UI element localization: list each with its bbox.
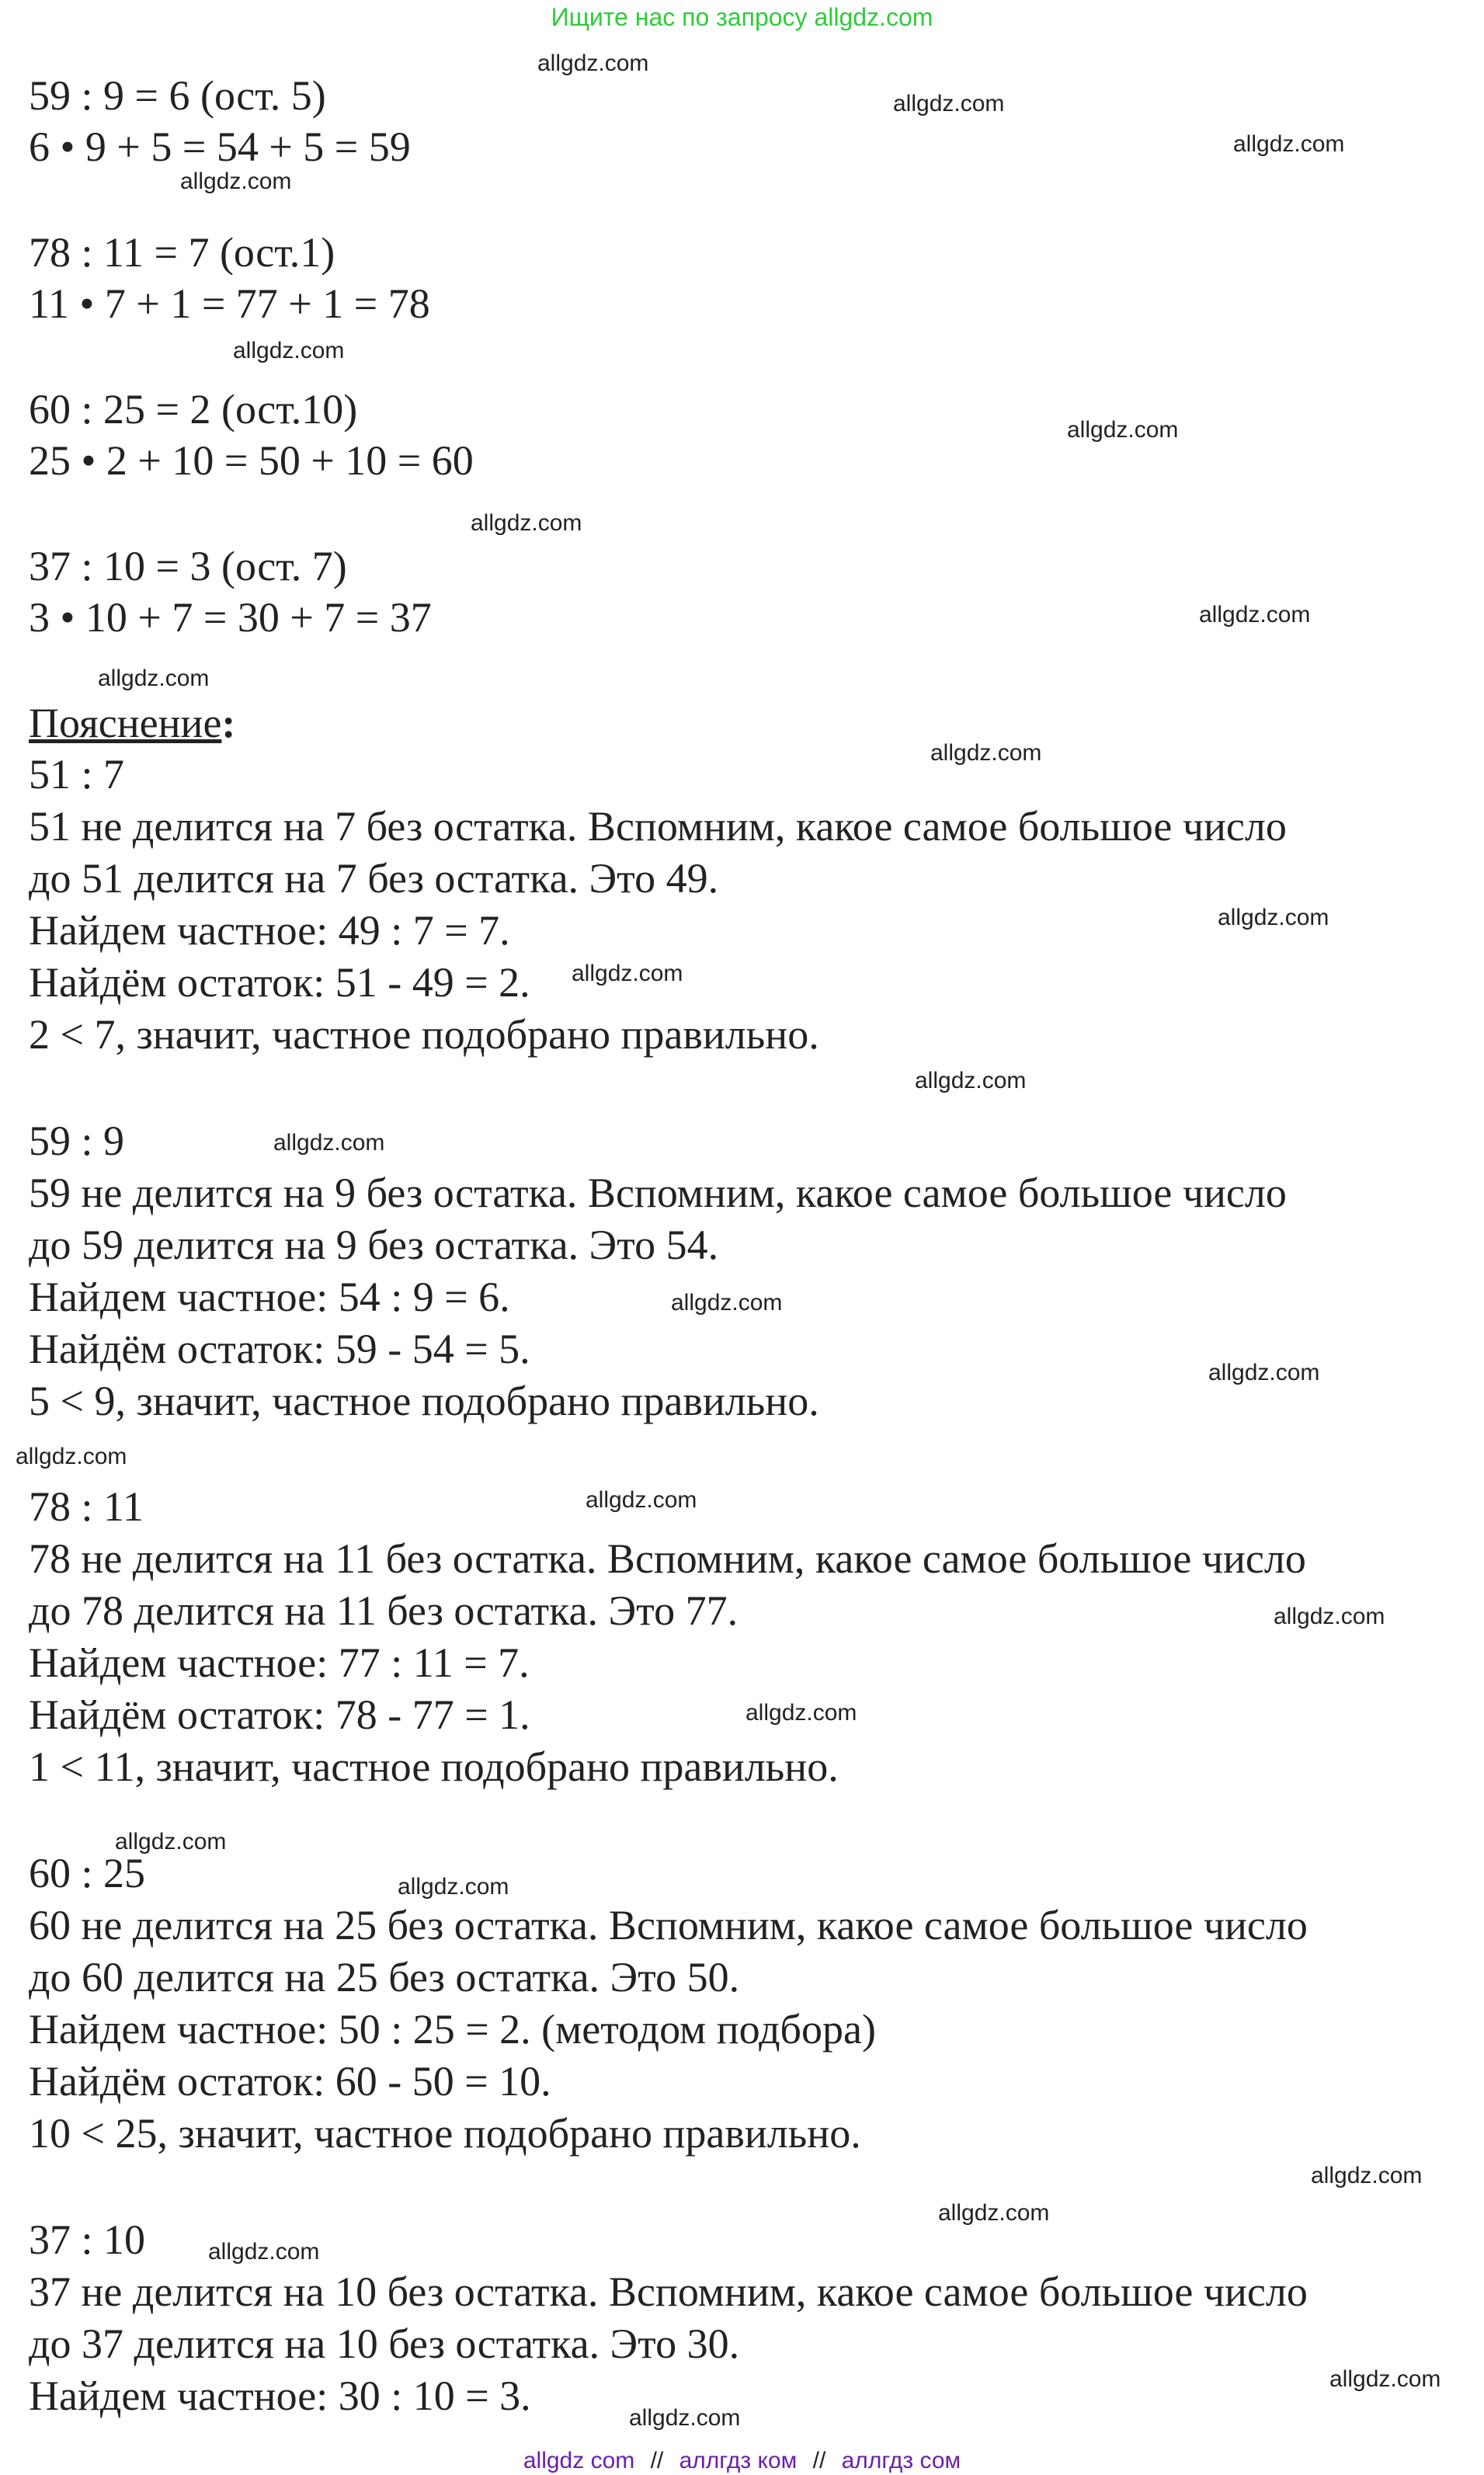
text-line: до 78 делится на 11 без остатка. Это 77.	[29, 1587, 739, 1634]
text-line: Найдём остаток: 78 - 77 = 1.	[29, 1691, 530, 1738]
watermark: allgdz.com	[16, 1444, 127, 1469]
footer-separator: //	[650, 2448, 664, 2473]
watermark: allgdz.com	[1311, 2163, 1423, 2188]
footer-separator: //	[812, 2448, 826, 2473]
text-line: до 60 делится на 25 без остатка. Это 50.	[29, 1954, 740, 2001]
watermark: allgdz.com	[471, 510, 582, 536]
watermark: allgdz.com	[629, 2405, 741, 2431]
text-line: до 59 делится на 9 без остатка. Это 54.	[29, 1222, 719, 1268]
watermark: allgdz.com	[537, 50, 649, 76]
text-line: 3 • 10 + 7 = 30 + 7 = 37	[29, 594, 432, 641]
text-line: 78 : 11	[29, 1483, 144, 1530]
footer-link-allgdz-cyrillic-alt[interactable]: аллгдз сом	[841, 2448, 961, 2473]
explanation-heading	[29, 697, 235, 749]
text-line: 1 < 11, значит, частное подобрано правильно.	[29, 1743, 839, 1790]
text-line: 37 : 10 = 3 (ост. 7)	[29, 543, 347, 589]
text-line: 78 не делится на 11 без остатка. Вспомним, какое самое большое число	[29, 1535, 1306, 1582]
text-line: 11 • 7 + 1 = 77 + 1 = 78	[29, 280, 430, 327]
watermark: allgdz.com	[1233, 131, 1345, 157]
text-line: 51 : 7	[29, 751, 125, 798]
watermark: allgdz.com	[930, 740, 1042, 766]
banner-prefix: Ищите нас по запросу	[551, 3, 815, 31]
watermark: allgdz.com	[586, 1487, 697, 1513]
watermark: allgdz.com	[1208, 1360, 1320, 1385]
text-line: Найдём остаток: 51 - 49 = 2.	[29, 959, 530, 1006]
watermark: allgdz.com	[1199, 602, 1311, 627]
text-line: 6 • 9 + 5 = 54 + 5 = 59	[29, 123, 411, 170]
text-line: Найдем частное: 54 : 9 = 6.	[29, 1274, 510, 1320]
text-line: 78 : 11 = 7 (ост.1)	[29, 229, 335, 276]
text-line: 60 : 25	[29, 1850, 146, 1896]
text-line: 2 < 7, значит, частное подобрано правильно.	[29, 1011, 819, 1058]
watermark: allgdz.com	[938, 2200, 1050, 2226]
text-line: Найдём остаток: 60 - 50 = 10.	[29, 2058, 551, 2105]
watermark: allgdz.com	[1067, 417, 1179, 443]
explanation-heading-text: Пояснение	[29, 700, 222, 746]
watermark: allgdz.com	[208, 2239, 320, 2265]
text-line: 37 не делится на 10 без остатка. Вспомним, какое самое большое число	[29, 2268, 1308, 2315]
text-line: до 37 делится на 10 без остатка. Это 30.	[29, 2320, 740, 2367]
watermark: allgdz.com	[1274, 1604, 1385, 1629]
text-line: Найдём остаток: 59 - 54 = 5.	[29, 1326, 530, 1372]
footer	[0, 2446, 1484, 2475]
text-line: 60 не делится на 25 без остатка. Вспомним, какое самое большое число	[29, 1902, 1308, 1948]
text-line: до 51 делится на 7 без остатка. Это 49.	[29, 855, 719, 902]
watermark: allgdz.com	[115, 1829, 227, 1855]
text-line: 60 : 25 = 2 (ост.10)	[29, 386, 358, 433]
text-line: Найдем частное: 50 : 25 = 2. (методом подбора)	[29, 2006, 876, 2053]
text-line: 25 • 2 + 10 = 50 + 10 = 60	[29, 437, 474, 484]
text-line: 10 < 25, значит, частное подобрано правильно.	[29, 2110, 861, 2157]
watermark: allgdz.com	[233, 338, 345, 363]
footer-link-allgdz-cyrillic[interactable]: аллгдз ком	[679, 2448, 798, 2473]
watermark: allgdz.com	[1218, 905, 1329, 930]
watermark: allgdz.com	[398, 1874, 509, 1900]
text-line: 59 : 9	[29, 1118, 125, 1164]
text-line: Найдем частное: 77 : 11 = 7.	[29, 1639, 530, 1686]
text-line: Найдем частное: 49 : 7 = 7.	[29, 907, 510, 954]
explanation-heading-colon: :	[221, 700, 236, 746]
banner-link[interactable]: allgdz.com	[814, 3, 933, 31]
watermark: allgdz.com	[745, 1700, 857, 1726]
watermark: allgdz.com	[1329, 2366, 1441, 2392]
text-line: 51 не делится на 7 без остатка. Вспомним, какое самое большое число	[29, 803, 1287, 850]
watermark: allgdz.com	[572, 961, 683, 986]
watermark: allgdz.com	[915, 1068, 1027, 1093]
text-line: Найдем частное: 30 : 10 = 3.	[29, 2372, 531, 2419]
watermark: allgdz.com	[98, 666, 210, 691]
text-line: 59 не делится на 9 без остатка. Вспомним, какое самое большое число	[29, 1170, 1287, 1216]
text-line: 37 : 10	[29, 2216, 146, 2263]
watermark: allgdz.com	[893, 91, 1005, 116]
watermark: allgdz.com	[180, 169, 292, 194]
footer-link-allgdz[interactable]: allgdz com	[523, 2448, 635, 2473]
watermark: allgdz.com	[671, 1290, 783, 1316]
watermark: allgdz.com	[273, 1130, 385, 1156]
top-banner	[0, 0, 1484, 34]
text-line: 5 < 9, значит, частное подобрано правильно.	[29, 1378, 819, 1424]
text-line: 59 : 9 = 6 (ост. 5)	[29, 72, 326, 119]
